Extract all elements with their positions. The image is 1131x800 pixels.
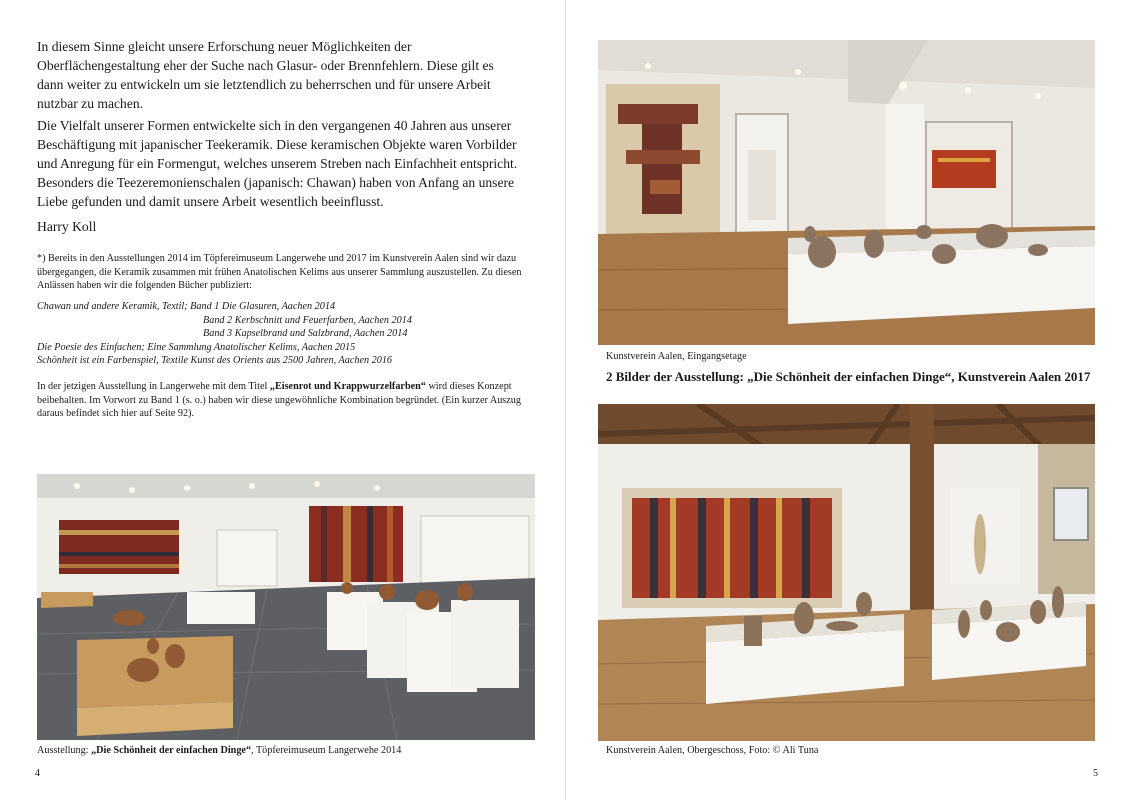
caption-left-end: , Töpfereimuseum Langerwehe 2014 (251, 745, 402, 756)
book-list-item: Band 3 Kapselbrand und Salzbrand, Aachen 2014 (203, 328, 408, 339)
exhibition-title: „Eisenrot und Krappwurzelfarben“ (269, 381, 426, 392)
photo-aalen-upper-floor-graphic (598, 404, 1095, 741)
caption-left-title: „Die Schönheit der einfachen Dinge“ (91, 745, 252, 756)
exhibition-paragraph-end: wird dieses Konzept beibehalten. Im Vorwort zu Band 1 (s. o.) haben wir diese ungewöhnliche Kombination begründet. (Ein kurzer Auszug daraus befindet sich hier auf Seite 92). (37, 381, 521, 419)
caption-left-start: Ausstellung: (37, 745, 92, 756)
exhibition-heading: 2 Bilder der Ausstellung: „Die Schönheit der einfachen Dinge“, Kunstverein Aalen 2017 (606, 369, 1091, 384)
photo-aalen-upper-floor (598, 404, 1095, 741)
book-list-item: Die Poesie des Einfachen; Eine Sammlung Anatolischer Kelims, Aachen 2015 (37, 341, 356, 353)
photo-caption-top-right: Kunstverein Aalen, Eingangsetage (606, 351, 747, 362)
photo-caption-left (37, 744, 401, 757)
author-name: Harry Koll (37, 219, 97, 234)
book-list-item: Chawan und andere Keramik, Textil; Band 1 Die Glasuren, Aachen 2014 (37, 301, 336, 312)
book-list-item: Band 2 Kerbschnitt und Feuerfarben, Aachen 2014 (203, 314, 412, 326)
photo-aalen-ground-floor (598, 40, 1095, 345)
photo-aalen-ground-floor-graphic (598, 40, 1095, 345)
footnote: *) Bereits in den Ausstellungen 2014 im Töpfereimuseum Langerwehe und 2017 im Kunstverein Aalen sind wir dazu übergegangen, die Keramik zusammen mit frühen Anatolischen Kelims aus unserer Sammlung auszustellen. Zu diesen Anlässen haben wir die folgenden Bücher publiziert: (37, 253, 522, 291)
page-number-left: 4 (35, 768, 40, 779)
photo-caption-bottom-right: Kunstverein Aalen, Obergeschoss, Foto: © Ali Tuna (606, 745, 819, 756)
body-paragraph-2: Die Vielfalt unserer Formen entwickelte sich in den vergangenen 40 Jahren aus unserer Beschäftigung mit japanischer Teekeramik. Diese keramischen Objekte waren Vorbilder und Anregung für ein Formengut, welches unserem Streben nach Einfachheit entspricht. Besonders die Teezeremonienschalen (japanisch: Chawan) haben von Anfang an unsere Liebe gefunden und damit unsere Arbeit wesentlich beeinflusst. (37, 118, 518, 209)
book-list-item: Schönheit ist ein Farbenspiel, Textile Kunst des Orients aus 2500 Jahren, Aachen 2016 (37, 355, 393, 366)
photo-langerwehe-exhibition (37, 474, 535, 740)
photo-langerwehe-graphic (37, 474, 535, 740)
body-paragraph-1: In diesem Sinne gleicht unsere Erforschung neuer Möglichkeiten der Oberflächengestaltung eher der Suche nach Glasur- oder Brennfehlern. Diese gilt es dann weiter zu entwickeln um sie letztendlich zu beherrschen und für unsere Arbeit nutzbar zu machen. (37, 39, 494, 111)
exhibition-paragraph-start: In der jetzigen Ausstellung in Langerwehe mit dem Titel (37, 381, 270, 392)
exhibition-paragraph (37, 380, 527, 421)
page-number-right: 5 (1093, 768, 1098, 779)
book-list (37, 300, 527, 368)
